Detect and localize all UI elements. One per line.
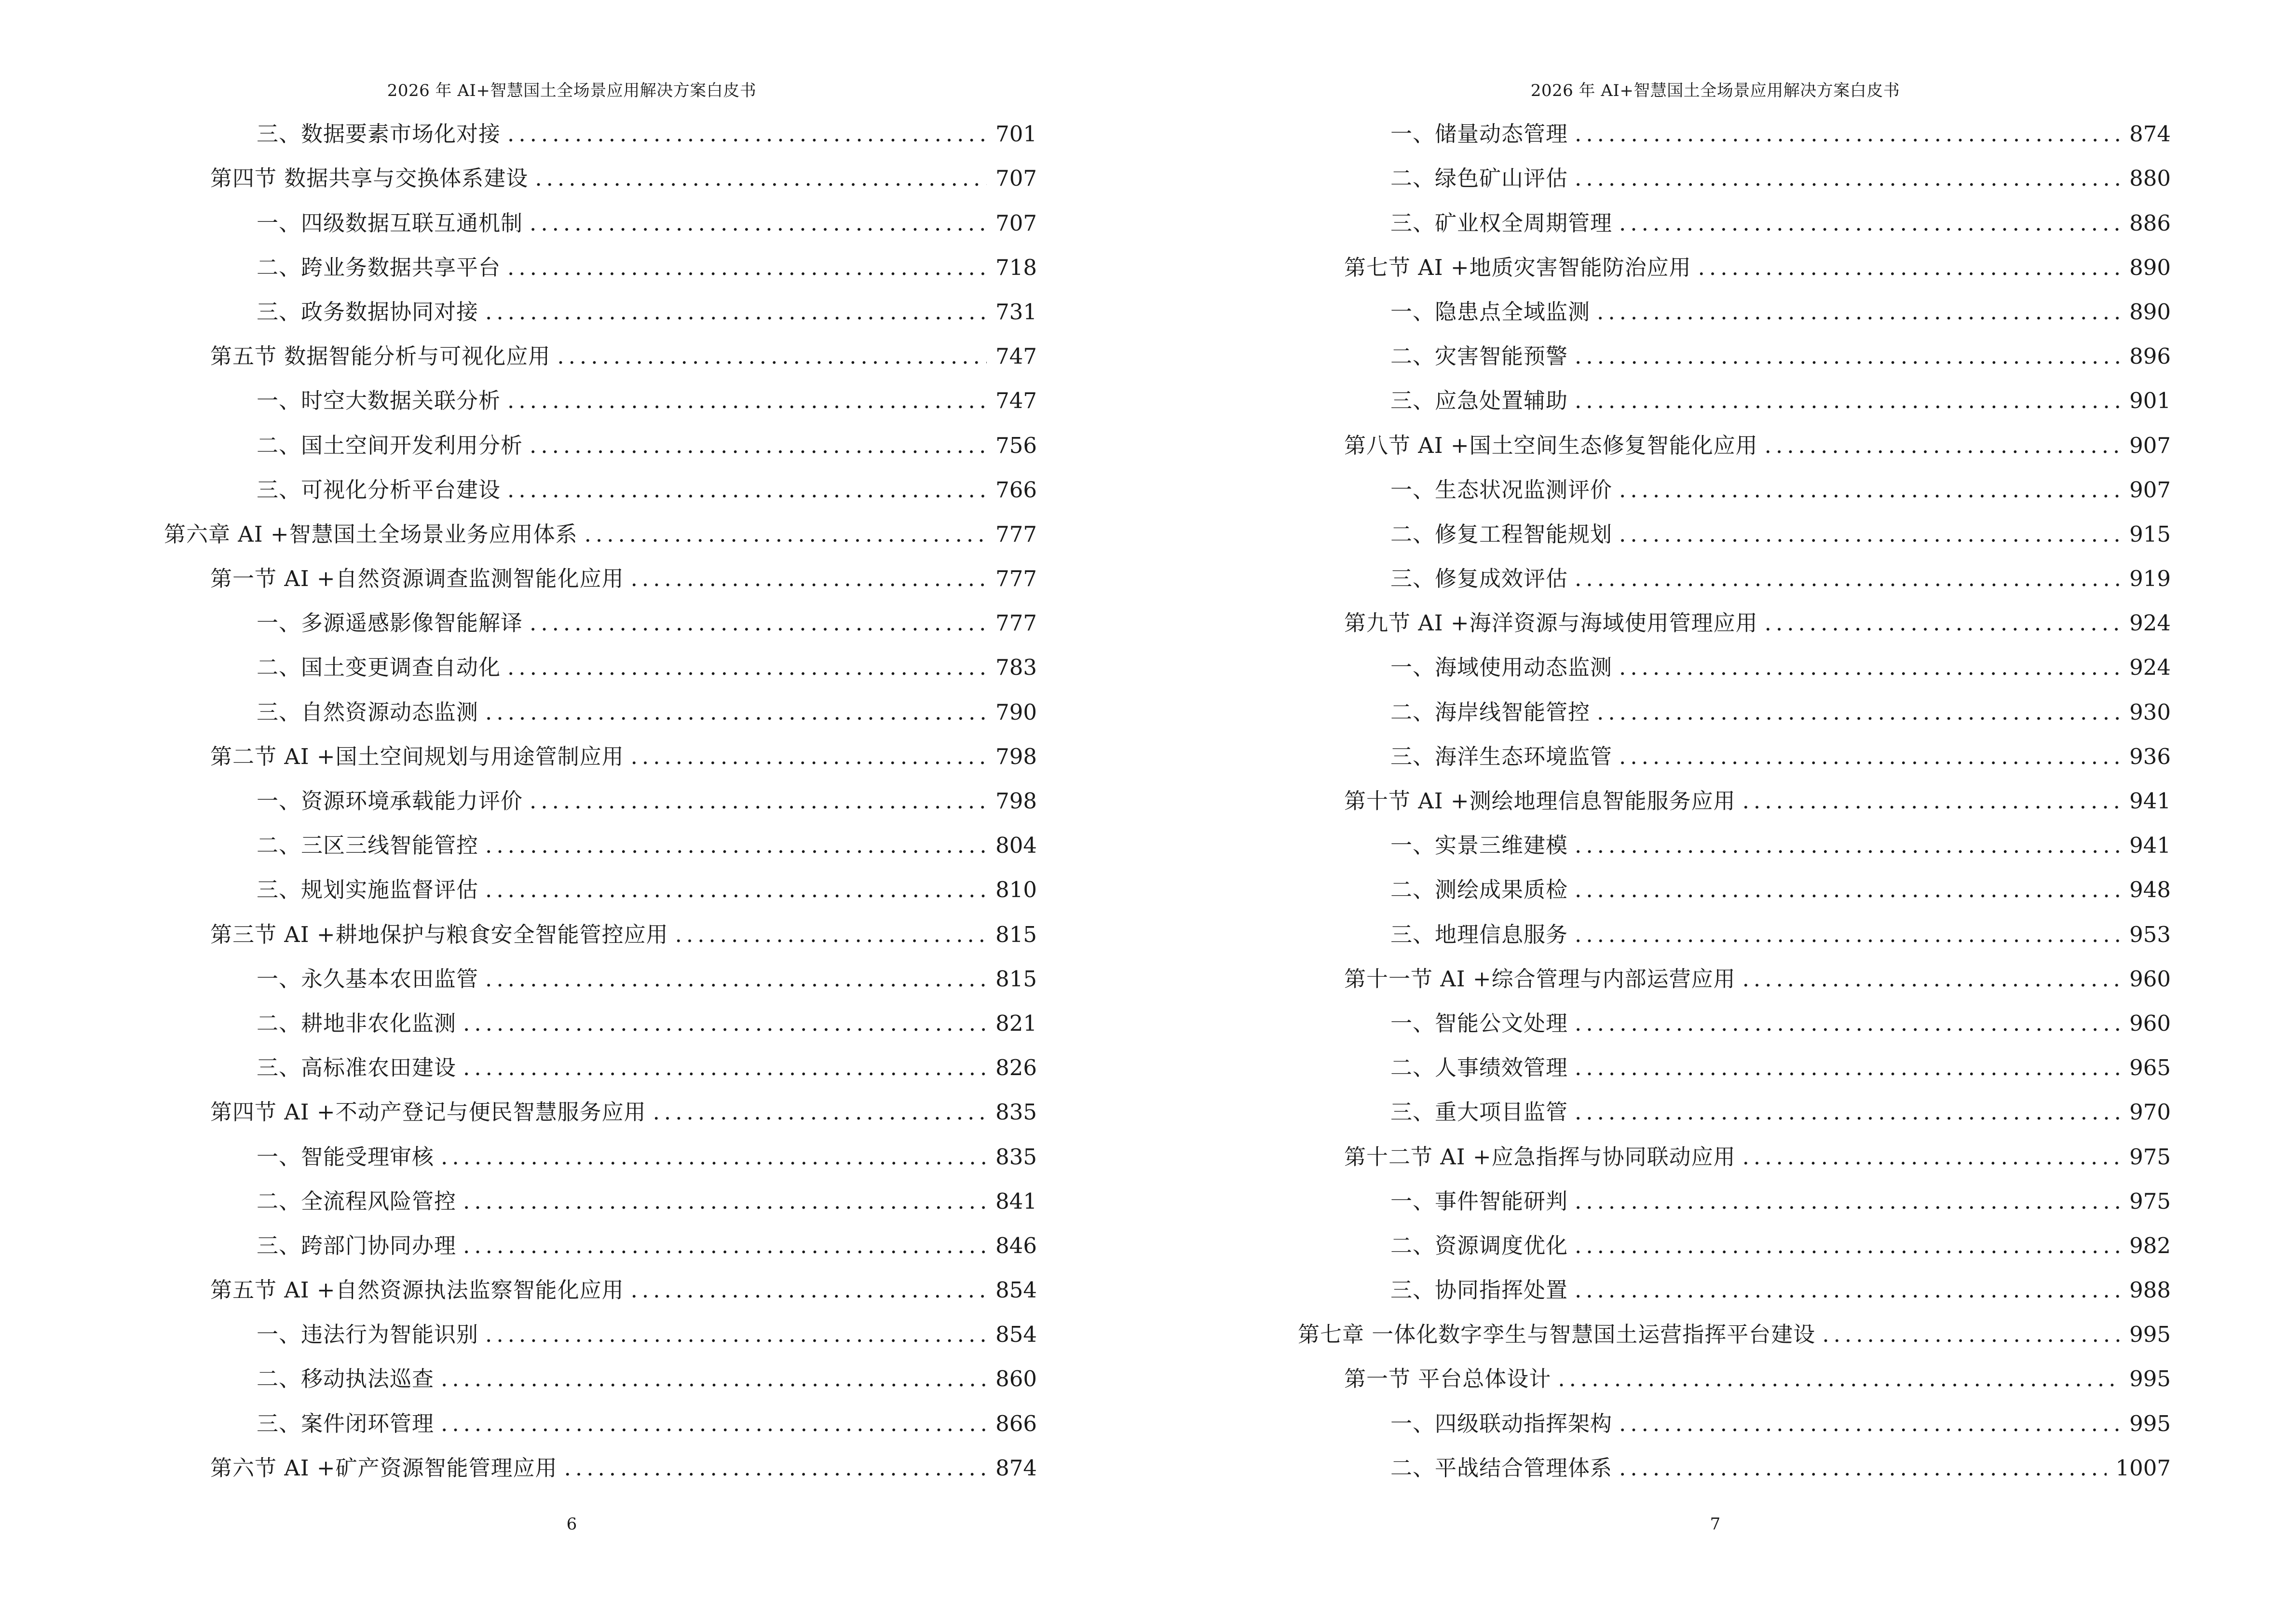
dot-leader <box>1575 823 2121 868</box>
toc-entry-page: 930 <box>2129 699 2171 725</box>
toc-entry-title: 一、隐患点全域监测 <box>1390 299 1591 325</box>
toc-entry-title: 二、资源调度优化 <box>1390 1232 1568 1258</box>
toc-entry-page: 924 <box>2129 610 2171 636</box>
toc-entry-page: 866 <box>995 1410 1037 1436</box>
dot-leader <box>441 1357 987 1401</box>
toc-entry-title: 第四节 数据共享与交换体系建设 <box>210 165 529 191</box>
toc-entry-title: 二、全流程风险管控 <box>257 1188 457 1214</box>
toc-entry[interactable] <box>164 1046 1037 1090</box>
toc-entry-page: 982 <box>2129 1232 2171 1258</box>
dot-leader <box>557 334 987 379</box>
toc-entry-title: 二、三区三线智能管控 <box>257 832 479 859</box>
table-of-contents <box>1298 112 2171 1490</box>
toc-entry[interactable] <box>164 1224 1037 1268</box>
toc-entry-title: 一、生态状况监测评价 <box>1390 477 1613 503</box>
toc-entry-page: 1007 <box>2115 1455 2171 1481</box>
toc-entry-title: 三、重大项目监管 <box>1390 1099 1568 1125</box>
right-page <box>1144 0 2287 1624</box>
toc-entry-page: 970 <box>2129 1099 2171 1125</box>
dot-leader <box>463 1224 987 1268</box>
toc-entry[interactable] <box>164 557 1037 601</box>
toc-entry[interactable] <box>164 735 1037 779</box>
dot-leader <box>507 379 987 423</box>
toc-entry-page: 804 <box>995 832 1037 859</box>
dot-leader <box>1619 468 2121 512</box>
toc-entry-page: 846 <box>995 1232 1037 1258</box>
toc-entry[interactable] <box>1298 957 2171 1001</box>
table-of-contents <box>164 112 1037 1490</box>
dot-leader <box>631 557 987 601</box>
toc-entry-page: 890 <box>2129 254 2171 280</box>
toc-entry-title: 一、智能受理审核 <box>257 1144 435 1170</box>
toc-entry-title: 第七节 AI +地质灾害智能防治应用 <box>1344 254 1691 280</box>
dot-leader <box>1575 1001 2121 1046</box>
toc-entry[interactable] <box>1298 512 2171 557</box>
toc-entry-page: 901 <box>2129 388 2171 414</box>
toc-entry-title: 二、平战结合管理体系 <box>1390 1455 1613 1481</box>
toc-entry-page: 915 <box>2129 521 2171 547</box>
dot-leader <box>1558 1357 2121 1401</box>
toc-entry[interactable] <box>164 1268 1037 1312</box>
toc-entry[interactable] <box>1298 1179 2171 1224</box>
page-number: 6 <box>566 1515 577 1534</box>
toc-entry[interactable] <box>164 957 1037 1001</box>
dot-leader <box>485 690 987 735</box>
toc-entry-page: 907 <box>2129 477 2171 503</box>
toc-entry-page: 815 <box>995 966 1037 992</box>
toc-entry-page: 874 <box>2129 121 2171 147</box>
dot-leader <box>675 913 987 957</box>
toc-entry[interactable] <box>164 1312 1037 1357</box>
toc-entry-title: 一、资源环境承载能力评价 <box>257 788 523 814</box>
toc-entry-title: 第八节 AI +国土空间生态修复智能化应用 <box>1344 432 1758 458</box>
dot-leader <box>507 645 987 690</box>
dot-leader <box>1575 1224 2121 1268</box>
toc-entry-title: 二、耕地非农化监测 <box>257 1010 457 1036</box>
toc-entry-page: 948 <box>2129 877 2171 903</box>
toc-entry[interactable] <box>1298 1357 2171 1401</box>
toc-entry[interactable] <box>1298 557 2171 601</box>
toc-entry[interactable] <box>164 468 1037 512</box>
toc-entry-title: 三、地理信息服务 <box>1390 921 1568 947</box>
toc-entry[interactable] <box>1298 468 2171 512</box>
toc-entry-title: 第十一节 AI +综合管理与内部运营应用 <box>1344 966 1736 992</box>
toc-entry-page: 810 <box>995 877 1037 903</box>
dot-leader <box>1619 1446 2107 1490</box>
dot-leader <box>1575 1268 2121 1312</box>
toc-entry[interactable] <box>1298 112 2171 156</box>
toc-entry-page: 777 <box>995 566 1037 592</box>
toc-entry-page: 747 <box>995 388 1037 414</box>
dot-leader <box>1742 1135 2121 1179</box>
dot-leader <box>530 201 987 246</box>
toc-entry-page: 995 <box>2129 1410 2171 1436</box>
dot-leader <box>653 1090 987 1134</box>
toc-entry[interactable] <box>1298 645 2171 690</box>
dot-leader <box>1575 334 2121 379</box>
toc-entry-page: 975 <box>2129 1188 2171 1214</box>
toc-entry-page: 919 <box>2129 566 2171 592</box>
dot-leader <box>1765 423 2121 468</box>
toc-entry-title: 一、事件智能研判 <box>1390 1188 1568 1214</box>
toc-entry[interactable] <box>164 201 1037 245</box>
dot-leader <box>1619 735 2121 779</box>
toc-entry[interactable] <box>1298 690 2171 734</box>
dot-leader <box>1698 246 2121 290</box>
dot-leader <box>1575 156 2121 201</box>
toc-entry[interactable] <box>164 112 1037 156</box>
dot-leader <box>1765 601 2121 645</box>
toc-entry-page: 953 <box>2129 921 2171 947</box>
toc-entry-title: 三、应急处置辅助 <box>1390 388 1568 414</box>
toc-entry-title: 第九节 AI +海洋资源与海域使用管理应用 <box>1344 610 1758 636</box>
toc-entry-page: 874 <box>995 1455 1037 1481</box>
toc-entry-page: 707 <box>995 210 1037 236</box>
toc-entry-page: 777 <box>995 610 1037 636</box>
toc-entry[interactable] <box>1298 1312 2171 1357</box>
toc-entry[interactable] <box>1298 379 2171 423</box>
toc-entry[interactable] <box>164 690 1037 734</box>
toc-entry[interactable] <box>164 1357 1037 1401</box>
toc-entry-page: 815 <box>995 921 1037 947</box>
dot-leader <box>1822 1312 2121 1357</box>
toc-entry-title: 第四节 AI +不动产登记与便民智慧服务应用 <box>210 1099 646 1125</box>
toc-entry[interactable] <box>164 1090 1037 1134</box>
toc-entry-page: 995 <box>2129 1366 2171 1392</box>
toc-entry[interactable] <box>1298 1446 2171 1490</box>
toc-entry-title: 第五节 AI +自然资源执法监察智能化应用 <box>210 1277 624 1303</box>
toc-entry-page: 854 <box>995 1277 1037 1303</box>
toc-entry-title: 第十节 AI +测绘地理信息智能服务应用 <box>1344 788 1736 814</box>
toc-entry-page: 777 <box>995 521 1037 547</box>
dot-leader <box>463 1179 987 1224</box>
dot-leader <box>1575 913 2121 957</box>
toc-entry[interactable] <box>1298 201 2171 245</box>
toc-entry[interactable] <box>1298 156 2171 201</box>
toc-entry-title: 第五节 数据智能分析与可视化应用 <box>210 343 551 369</box>
toc-entry-title: 第三节 AI +耕地保护与粮食安全智能管控应用 <box>210 921 668 947</box>
dot-leader <box>564 1446 987 1490</box>
dot-leader <box>1597 690 2121 735</box>
toc-entry-title: 二、海岸线智能管控 <box>1390 699 1591 725</box>
toc-entry-title: 三、政务数据协同对接 <box>257 299 479 325</box>
toc-entry-title: 一、四级联动指挥架构 <box>1390 1410 1613 1436</box>
dot-leader <box>463 1046 987 1090</box>
dot-leader <box>1619 512 2121 557</box>
toc-entry-page: 798 <box>995 788 1037 814</box>
toc-entry-page: 854 <box>995 1322 1037 1348</box>
toc-entry-page: 747 <box>995 343 1037 369</box>
toc-entry-page: 995 <box>2129 1322 2171 1348</box>
toc-entry-page: 701 <box>995 121 1037 147</box>
toc-entry-page: 975 <box>2129 1144 2171 1170</box>
toc-entry-page: 936 <box>2129 743 2171 769</box>
toc-entry[interactable] <box>1298 868 2171 912</box>
toc-entry-title: 三、规划实施监督评估 <box>257 877 479 903</box>
toc-entry-page: 783 <box>995 655 1037 681</box>
toc-entry-page: 841 <box>995 1188 1037 1214</box>
toc-entry[interactable] <box>1298 912 2171 956</box>
toc-entry-title: 三、海洋生态环境监管 <box>1390 743 1613 769</box>
toc-entry[interactable] <box>1298 423 2171 467</box>
toc-entry-page: 924 <box>2129 655 2171 681</box>
toc-entry-page: 886 <box>2129 210 2171 236</box>
toc-entry-title: 一、永久基本农田监管 <box>257 966 479 992</box>
toc-entry-page: 835 <box>995 1144 1037 1170</box>
toc-entry-page: 890 <box>2129 299 2171 325</box>
dot-leader <box>507 246 987 290</box>
toc-entry-page: 707 <box>995 165 1037 191</box>
toc-entry-page: 718 <box>995 254 1037 280</box>
toc-entry-title: 二、跨业务数据共享平台 <box>257 254 501 280</box>
toc-entry-page: 756 <box>995 432 1037 458</box>
toc-entry-title: 第六章 AI +智慧国土全场景业务应用体系 <box>164 521 578 547</box>
running-header: 2026 年 AI+智慧国土全场景应用解决方案白皮书 <box>1530 81 1900 100</box>
toc-entry[interactable] <box>1298 601 2171 645</box>
toc-entry-title: 第十二节 AI +应急指挥与协同联动应用 <box>1344 1144 1736 1170</box>
toc-entry[interactable] <box>1298 246 2171 290</box>
dot-leader <box>585 512 987 557</box>
toc-entry[interactable] <box>1298 735 2171 779</box>
toc-entry-title: 一、时空大数据关联分析 <box>257 388 501 414</box>
toc-entry-title: 一、储量动态管理 <box>1390 121 1568 147</box>
toc-entry-title: 三、跨部门协同办理 <box>257 1232 457 1258</box>
dot-leader <box>1575 379 2121 423</box>
page-number: 7 <box>1710 1515 1721 1534</box>
toc-entry-title: 二、测绘成果质检 <box>1390 877 1568 903</box>
toc-entry-title: 一、四级数据互联互通机制 <box>257 210 523 236</box>
toc-entry-page: 907 <box>2129 432 2171 458</box>
toc-entry-page: 988 <box>2129 1277 2171 1303</box>
toc-entry-title: 第六节 AI +矿产资源智能管理应用 <box>210 1455 558 1481</box>
toc-entry-title: 第二节 AI +国土空间规划与用途管制应用 <box>210 743 624 769</box>
toc-entry[interactable] <box>164 601 1037 645</box>
toc-entry[interactable] <box>164 156 1037 201</box>
dot-leader <box>507 112 987 156</box>
toc-entry[interactable] <box>1298 1401 2171 1446</box>
toc-entry-title: 三、高标准农田建设 <box>257 1055 457 1081</box>
dot-leader <box>485 290 987 334</box>
dot-leader <box>631 1268 987 1312</box>
toc-entry[interactable] <box>164 1179 1037 1224</box>
toc-entry-page: 821 <box>995 1010 1037 1036</box>
toc-entry[interactable] <box>164 823 1037 868</box>
toc-entry-title: 二、人事绩效管理 <box>1390 1055 1568 1081</box>
toc-entry[interactable] <box>1298 1268 2171 1312</box>
toc-entry[interactable] <box>164 868 1037 912</box>
dot-leader <box>1619 201 2121 246</box>
toc-entry-page: 880 <box>2129 165 2171 191</box>
toc-entry-page: 766 <box>995 477 1037 503</box>
dot-leader <box>1742 779 2121 823</box>
toc-entry-page: 941 <box>2129 832 2171 859</box>
toc-entry[interactable] <box>164 645 1037 690</box>
toc-entry-title: 二、移动执法巡查 <box>257 1366 435 1392</box>
toc-entry-page: 731 <box>995 299 1037 325</box>
toc-entry[interactable] <box>164 423 1037 467</box>
toc-entry-title: 二、修复工程智能规划 <box>1390 521 1613 547</box>
dot-leader <box>1742 957 2121 1001</box>
toc-entry-title: 三、修复成效评估 <box>1390 566 1568 592</box>
toc-entry[interactable] <box>164 1446 1037 1490</box>
dot-leader <box>1575 557 2121 601</box>
dot-leader <box>1575 1179 2121 1224</box>
dot-leader <box>1575 112 2121 156</box>
toc-entry-page: 826 <box>995 1055 1037 1081</box>
toc-entry-page: 960 <box>2129 966 2171 992</box>
toc-entry[interactable] <box>1298 1001 2171 1046</box>
dot-leader <box>1619 645 2121 690</box>
toc-entry[interactable] <box>164 1134 1037 1179</box>
dot-leader <box>1575 1046 2121 1090</box>
toc-entry-title: 二、绿色矿山评估 <box>1390 165 1568 191</box>
dot-leader <box>1575 868 2121 912</box>
toc-entry[interactable] <box>1298 1134 2171 1179</box>
toc-entry[interactable] <box>1298 779 2171 823</box>
toc-entry[interactable] <box>164 246 1037 290</box>
toc-entry-title: 三、数据要素市场化对接 <box>257 121 501 147</box>
toc-entry[interactable] <box>1298 290 2171 334</box>
toc-entry-title: 三、可视化分析平台建设 <box>257 477 501 503</box>
toc-entry[interactable] <box>164 334 1037 379</box>
toc-entry[interactable] <box>164 290 1037 334</box>
toc-entry-page: 960 <box>2129 1010 2171 1036</box>
toc-entry[interactable] <box>1298 334 2171 379</box>
toc-entry[interactable] <box>1298 1046 2171 1090</box>
toc-entry-page: 835 <box>995 1099 1037 1125</box>
toc-entry-page: 790 <box>995 699 1037 725</box>
toc-entry[interactable] <box>164 1001 1037 1046</box>
toc-entry-page: 965 <box>2129 1055 2171 1081</box>
dot-leader <box>530 423 987 468</box>
dot-leader <box>463 1001 987 1046</box>
toc-entry-title: 第七章 一体化数字孪生与智慧国土运营指挥平台建设 <box>1298 1322 1816 1348</box>
toc-entry-title: 二、国土空间开发利用分析 <box>257 432 523 458</box>
toc-entry-title: 三、案件闭环管理 <box>257 1410 435 1436</box>
dot-leader <box>441 1402 987 1446</box>
toc-entry-page: 941 <box>2129 788 2171 814</box>
toc-entry-title: 第一节 AI +自然资源调查监测智能化应用 <box>210 566 624 592</box>
toc-entry[interactable] <box>164 912 1037 956</box>
toc-entry-title: 一、实景三维建模 <box>1390 832 1568 859</box>
dot-leader <box>1575 1090 2121 1134</box>
toc-entry-title: 一、违法行为智能识别 <box>257 1322 479 1348</box>
toc-entry[interactable] <box>164 779 1037 823</box>
toc-entry[interactable] <box>1298 1090 2171 1134</box>
toc-entry[interactable] <box>1298 823 2171 868</box>
dot-leader <box>535 156 987 201</box>
dot-leader <box>530 601 987 645</box>
toc-entry-title: 二、国土变更调查自动化 <box>257 655 501 681</box>
toc-entry-page: 896 <box>2129 343 2171 369</box>
dot-leader <box>485 1312 987 1357</box>
toc-entry-title: 一、海域使用动态监测 <box>1390 655 1613 681</box>
toc-entry-page: 798 <box>995 743 1037 769</box>
toc-entry-title: 三、矿业权全周期管理 <box>1390 210 1613 236</box>
toc-entry[interactable] <box>164 379 1037 423</box>
dot-leader <box>485 957 987 1001</box>
toc-entry-title: 三、协同指挥处置 <box>1390 1277 1568 1303</box>
dot-leader <box>441 1135 987 1179</box>
toc-entry-title: 第一节 平台总体设计 <box>1344 1366 1552 1392</box>
dot-leader <box>485 868 987 912</box>
toc-entry-title: 一、多源遥感影像智能解译 <box>257 610 523 636</box>
dot-leader <box>530 779 987 823</box>
toc-entry[interactable] <box>164 1401 1037 1446</box>
toc-entry[interactable] <box>1298 1224 2171 1268</box>
toc-entry-title: 三、自然资源动态监测 <box>257 699 479 725</box>
toc-entry-title: 一、智能公文处理 <box>1390 1010 1568 1036</box>
dot-leader <box>485 823 987 868</box>
dot-leader <box>507 468 987 512</box>
dot-leader <box>1597 290 2121 334</box>
running-header: 2026 年 AI+智慧国土全场景应用解决方案白皮书 <box>387 81 757 100</box>
toc-entry-page: 860 <box>995 1366 1037 1392</box>
dot-leader <box>631 735 987 779</box>
toc-entry-title: 二、灾害智能预警 <box>1390 343 1568 369</box>
toc-entry[interactable] <box>164 512 1037 557</box>
dot-leader <box>1619 1402 2121 1446</box>
